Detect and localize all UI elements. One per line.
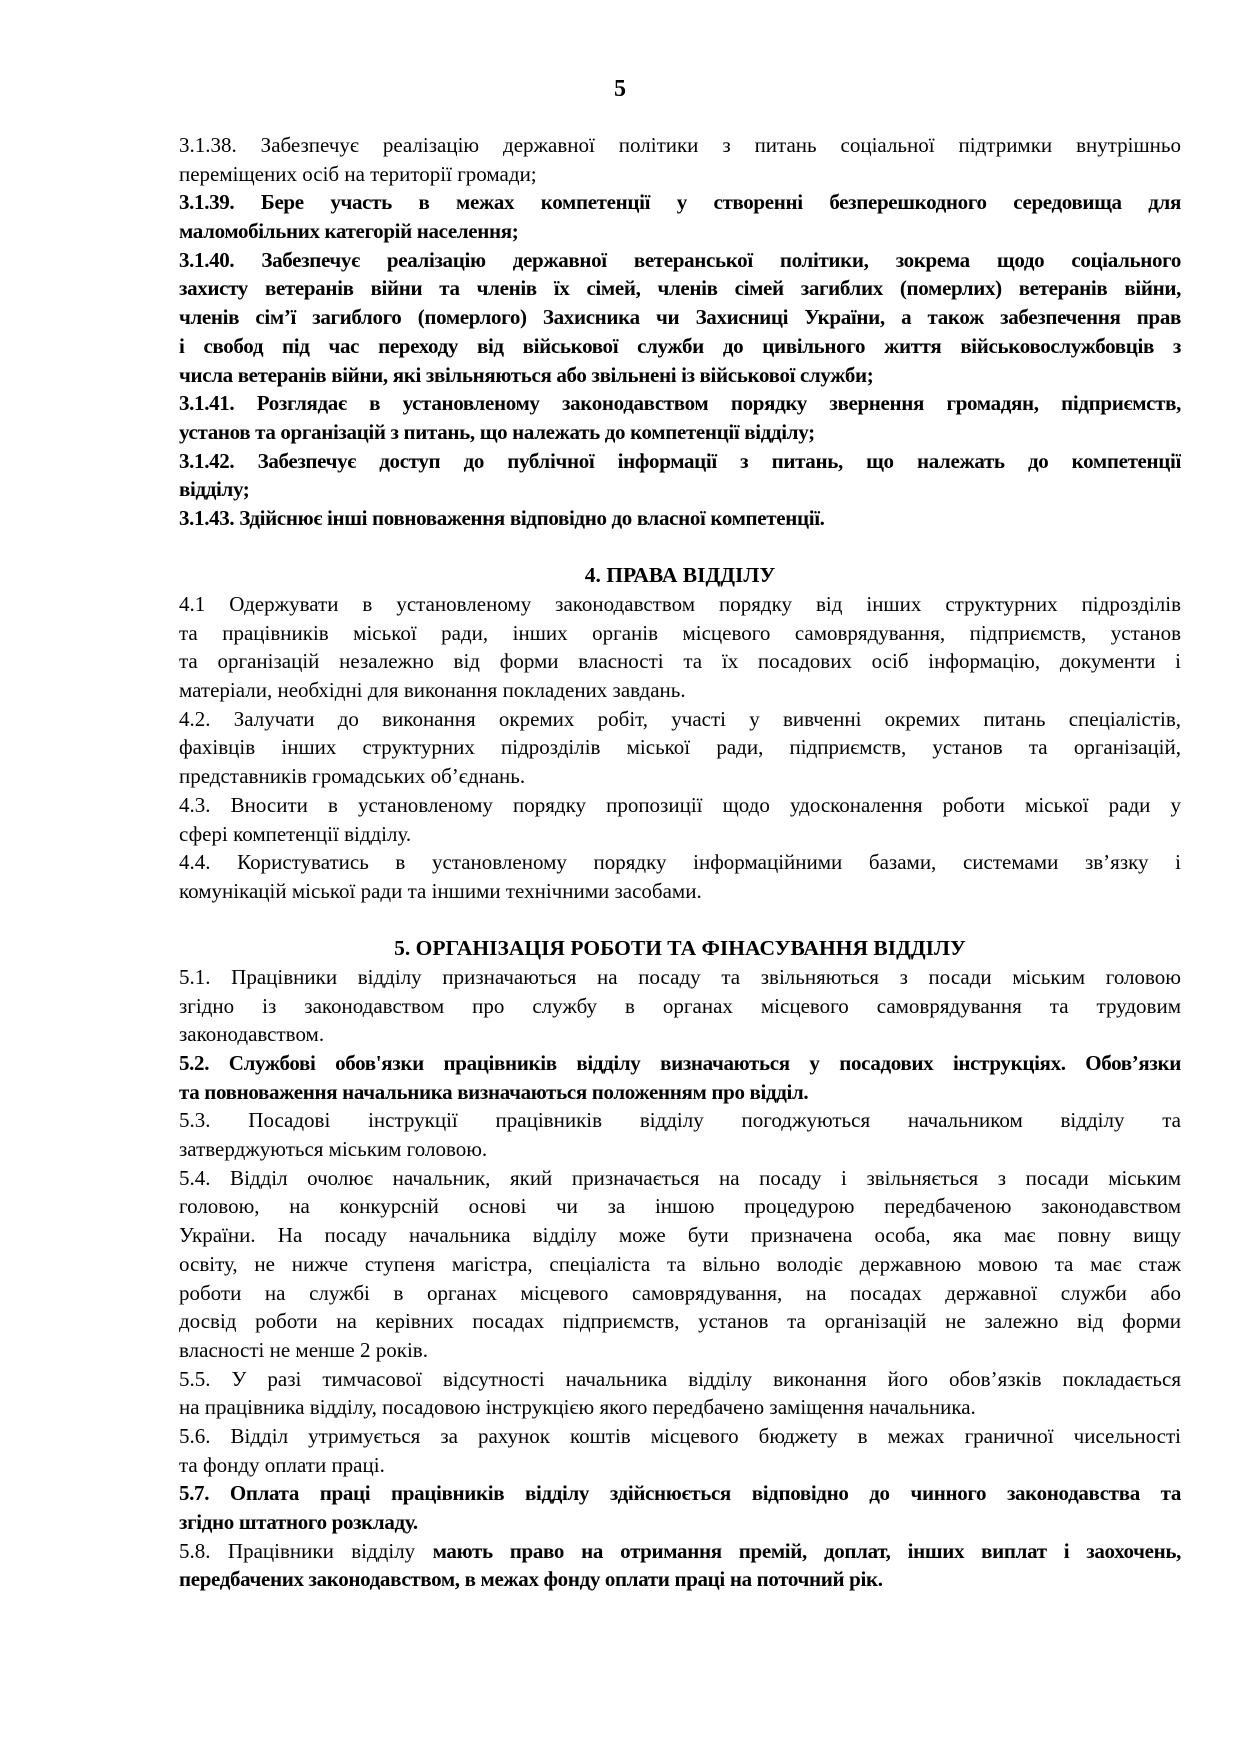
paragraph — [179, 1479, 1181, 1536]
text-line: маломобільних категорій населення; — [179, 219, 519, 244]
text-line: представників громадських об’єднань. — [179, 764, 526, 789]
text-line: 5.2. Службові обов'язки працівників відділу визначаються у посадових інструкціях. Обов’язки — [179, 1051, 1181, 1075]
paragraph — [179, 1537, 1181, 1594]
text-line: 5.3. Посадові інструкції працівників відділу погоджуються начальником відділу та — [179, 1108, 1181, 1133]
text-line: 3.1.38. Забезпечує реалізацію державної політики з питань соціальної підтримки внутрішньо — [179, 133, 1181, 157]
paragraph — [179, 389, 1181, 446]
page-number: 5 — [614, 76, 626, 102]
text-line: 3.1.41. Розглядає в установленому законодавством порядку звернення громадян, підприємств, — [179, 391, 1181, 416]
text-line: 3.1.42. Забезпечує доступ до публічної інформації з питань, що належать до компетенції — [179, 448, 1181, 473]
text-line: 3.1.39. Бере участь в межах компетенції у створенні безперешкодного середовища для — [179, 190, 1181, 215]
document-body — [179, 131, 1181, 1594]
paragraph — [179, 188, 1181, 245]
text-line: затверджуються міським головою. — [179, 1137, 488, 1162]
text-line: 5.5. У разі тимчасової відсутності начальника відділу виконання його обов’язків покладається — [179, 1366, 1181, 1391]
text-line: та фонду оплати праці. — [179, 1452, 385, 1477]
section-heading: 5. ОРГАНІЗАЦІЯ РОБОТИ ТА ФІНАСУВАННЯ ВІДДІЛУ — [394, 936, 966, 961]
paragraph — [179, 848, 1181, 905]
paragraph — [179, 1422, 1181, 1479]
text-line: згідно штатного розкладу. — [179, 1510, 418, 1534]
text-line: установ та організацій з питань, що належать до компетенції відділу; — [179, 419, 815, 444]
paragraph — [179, 131, 1181, 188]
section-heading: 4. ПРАВА ВІДДІЛУ — [584, 563, 776, 588]
text-line: роботи на службі в органах місцевого самоврядування, на посадах державної служби або — [179, 1280, 1181, 1305]
text-line: та повноваження начальника визначаються положенням про відділ. — [179, 1079, 809, 1104]
text-line: власності не менше 2 років. — [179, 1337, 428, 1362]
text-line: 4.2. Залучати до виконання окремих робіт, участі у вивченні окремих питань спеціалістів, — [179, 706, 1181, 731]
text-line — [179, 1565, 1181, 1594]
text-line: 4.1 Одержувати в установленому законодавством порядку від інших структурних підрозділів — [179, 592, 1181, 616]
bold-text: мають право на отримання премій, доплат, інших виплат і заохочень, — [432, 1538, 1181, 1563]
paragraph — [179, 1049, 1181, 1106]
paragraph — [179, 246, 1181, 389]
text-line: досвід роботи на керівних посадах підприємств, установ та організацій не залежно від форми — [179, 1309, 1181, 1334]
text-line: 4.4. Користуватись в установленому порядку інформаційними базами, системами зв’язку і — [179, 850, 1181, 875]
text-line: 5.6. Відділ утримується за рахунок коштів місцевого бюджету в межах граничної чисельності — [179, 1423, 1181, 1448]
paragraph — [179, 590, 1181, 705]
text-line — [179, 1537, 1181, 1566]
text-line: і свобод під час переходу від військової служби до цивільного життя військовослужбовців з — [179, 333, 1181, 358]
text-line: відділу; — [179, 477, 250, 502]
text-line: 4.3. Вносити в установленому порядку пропозиції щодо удосконалення роботи міської ради у — [179, 792, 1181, 817]
paragraph — [179, 1365, 1181, 1422]
text-line: головою, на конкурсній основі чи за іншою процедурою передбаченою законодавством — [179, 1194, 1181, 1219]
text-line: комунікацій міської ради та іншими технічними засобами. — [179, 878, 702, 903]
paragraph — [179, 504, 1181, 533]
text-line: захисту ветеранів війни та членів їх сімей, членів сімей загиблих (померлих) ветеранів війни, — [179, 276, 1181, 301]
text-line: 5.1. Працівники відділу призначаються на посаду та звільняються з посади міським головою — [179, 964, 1181, 989]
text-line: України. На посаду начальника відділу може бути призначена особа, яка має повну вищу — [179, 1223, 1181, 1248]
bold-text: передбачених законодавством, в межах фонду оплати праці на поточний рік. — [179, 1567, 883, 1592]
text-line: законодавством. — [179, 1022, 325, 1047]
text-line: числа ветеранів війни, які звільняються або звільнені із військової служби; — [179, 362, 874, 387]
text-line: фахівців інших структурних підрозділів міської ради, підприємств, установ та організацій, — [179, 735, 1181, 760]
paragraph — [179, 791, 1181, 848]
paragraph — [179, 1106, 1181, 1163]
text-line: на працівника відділу, посадовою інструкцією якого передбачено заміщення начальника. — [179, 1395, 976, 1420]
text-line: 3.1.40. Забезпечує реалізацію державної ветеранської політики, зокрема щодо соціального — [179, 247, 1181, 272]
text-line: 5.7. Оплата праці працівників відділу здійснюється відповідно до чинного законодавства та — [179, 1481, 1181, 1506]
text-line: членів сім’ї загиблого (померлого) Захисника чи Захисниці України, а також забезпечення прав — [179, 305, 1181, 330]
text-line: переміщених осіб на території громади; — [179, 161, 537, 186]
text-line: згідно із законодавством про службу в органах місцевого самоврядування та трудовим — [179, 993, 1181, 1018]
text-line: матеріали, необхідні для виконання покладених завдань. — [179, 678, 686, 703]
text-line: освіту, не нижче ступеня магістра, спеціаліста та вільно володіє державною мовою та має стаж — [179, 1251, 1181, 1276]
regular-text: 5.8. Працівники відділу — [179, 1538, 433, 1563]
text-line: 3.1.43. Здійснює інші повноваження відповідно до власної компетенції. — [179, 505, 825, 530]
text-line: та працівників міської ради, інших органів місцевого самоврядування, підприємств, установ — [179, 620, 1181, 645]
text-line: сфері компетенції відділу. — [179, 821, 412, 846]
paragraph — [179, 963, 1181, 1049]
text-line: та організацій незалежно від форми власності та їх посадових осіб інформацію, документи і — [179, 649, 1181, 674]
text-line: 5.4. Відділ очолює начальник, який призначається на посаду і звільняється з посади міським — [179, 1165, 1181, 1190]
paragraph — [179, 447, 1181, 504]
paragraph — [179, 1164, 1181, 1365]
paragraph — [179, 705, 1181, 791]
